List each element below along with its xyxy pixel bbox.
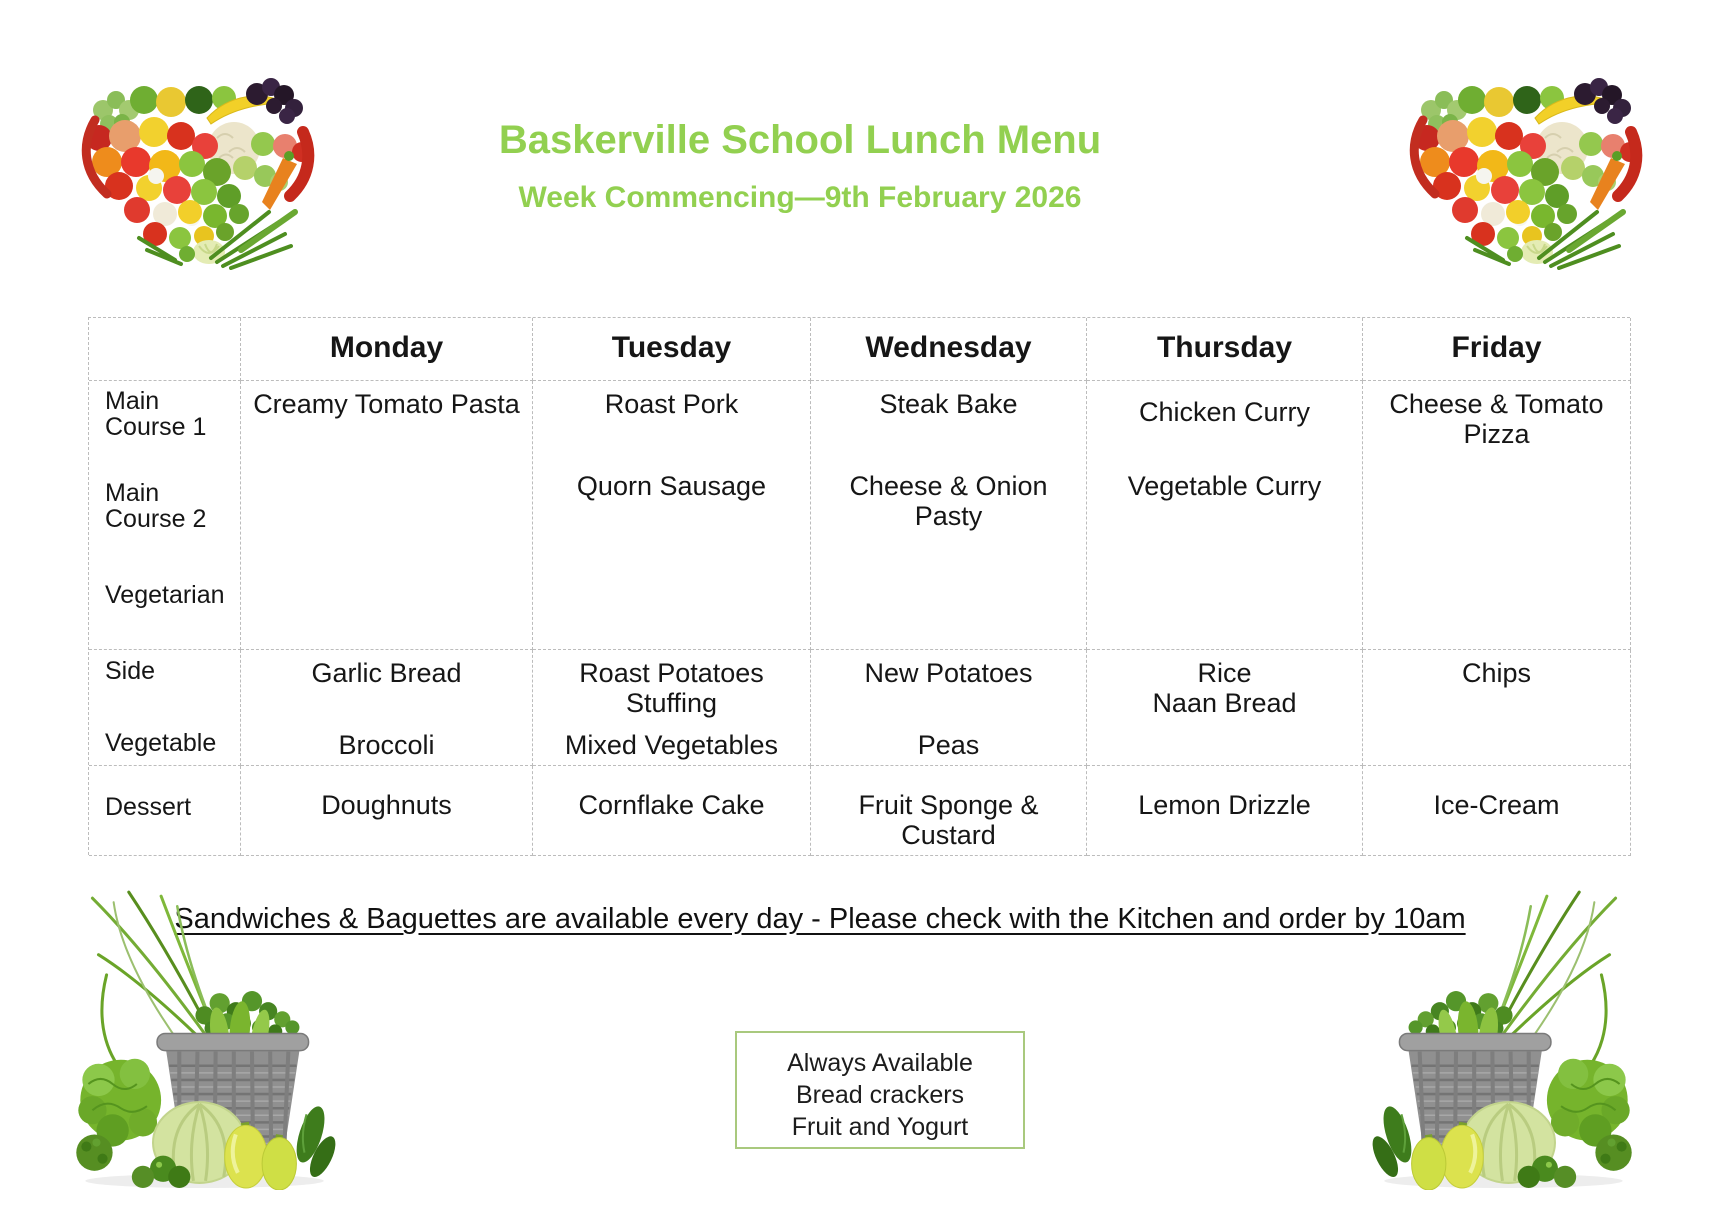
always-available-box <box>735 1031 1025 1149</box>
green-vegetables-image-bottom-right <box>1372 882 1640 1190</box>
label-main-course-1-line1: Main <box>105 387 160 415</box>
tuesday-side-line2: Stuffing <box>625 688 718 718</box>
cell-thursday-dessert <box>1087 766 1363 856</box>
thursday-dessert: Lemon Drizzle <box>1138 790 1311 820</box>
cell-friday-main <box>1363 381 1631 650</box>
day-header-monday: Monday <box>241 318 533 381</box>
label-dessert: Dessert <box>105 793 192 821</box>
fruit-vegetable-heart-image-top-left <box>58 60 330 280</box>
page-title: Baskerville School Lunch Menu <box>498 118 1102 162</box>
cell-wednesday-dessert <box>811 766 1087 856</box>
row-label-side-vegetable <box>89 650 241 766</box>
day-header-friday: Friday <box>1363 318 1631 381</box>
label-vegetarian: Vegetarian <box>105 581 225 609</box>
cell-wednesday-main <box>811 381 1087 650</box>
day-header-tuesday: Tuesday <box>533 318 811 381</box>
wednesday-dessert: Fruit Sponge & Custard <box>858 790 1039 850</box>
friday-dessert: Ice-Cream <box>1433 790 1560 820</box>
always-available-item-bread: Bread crackers <box>795 1081 965 1109</box>
day-header-thursday: Thursday <box>1087 318 1363 381</box>
wednesday-side: New Potatoes <box>864 658 1033 688</box>
friday-side: Chips <box>1461 658 1532 688</box>
row-label-main-courses <box>89 381 241 650</box>
tuesday-main-course-2: Quorn Sausage <box>576 471 767 501</box>
label-side: Side <box>105 657 156 685</box>
fruit-vegetable-heart-image-top-right <box>1386 60 1658 280</box>
row-label-dessert <box>89 766 241 856</box>
label-vegetable: Vegetable <box>105 729 217 757</box>
tuesday-main-course-1: Roast Pork <box>604 389 739 419</box>
friday-main-course-1: Cheese & Tomato Pizza <box>1389 389 1604 449</box>
thursday-main-course-1: Chicken Curry <box>1138 397 1311 427</box>
thursday-side: Rice <box>1197 658 1252 688</box>
wednesday-main-course-2: Cheese & Onion Pasty <box>849 471 1048 531</box>
label-main-course-2-line1: Main <box>105 479 160 507</box>
cell-friday-side <box>1363 650 1631 766</box>
cell-tuesday-side <box>533 650 811 766</box>
sandwich-availability-note: Sandwiches & Baguettes are available every day - Please check with the Kitchen and order by 10am <box>174 903 1466 935</box>
thursday-side-line2: Naan Bread <box>1152 688 1297 718</box>
tuesday-vegetable: Mixed Vegetables <box>564 730 779 760</box>
cell-monday-side <box>241 650 533 766</box>
cell-monday-dessert <box>241 766 533 856</box>
monday-dessert: Doughnuts <box>321 790 452 820</box>
monday-vegetable: Broccoli <box>338 730 435 760</box>
always-available-item-fruit: Fruit and Yogurt <box>791 1113 969 1141</box>
wednesday-vegetable: Peas <box>917 730 980 760</box>
tuesday-dessert: Cornflake Cake <box>578 790 765 820</box>
cell-tuesday-dessert <box>533 766 811 856</box>
cell-wednesday-side <box>811 650 1087 766</box>
label-main-course-2-line2: Course 2 <box>105 505 207 533</box>
always-available-title: Always Available <box>787 1049 973 1077</box>
cell-friday-dessert <box>1363 766 1631 856</box>
table-corner-cell <box>89 318 241 381</box>
weekly-menu-table <box>88 317 1630 855</box>
week-commencing-subtitle: Week Commencing—9th February 2026 <box>518 181 1082 214</box>
cell-thursday-side <box>1087 650 1363 766</box>
cell-thursday-main <box>1087 381 1363 650</box>
wednesday-main-course-1: Steak Bake <box>879 389 1018 419</box>
monday-side: Garlic Bread <box>311 658 462 688</box>
cell-tuesday-main <box>533 381 811 650</box>
label-main-course-1-line2: Course 1 <box>105 413 207 441</box>
monday-main-course-1: Creamy Tomato Pasta <box>253 389 520 419</box>
green-vegetables-image-bottom-left <box>68 882 336 1190</box>
thursday-main-course-2: Vegetable Curry <box>1127 471 1322 501</box>
cell-monday-main <box>241 381 533 650</box>
day-header-wednesday: Wednesday <box>811 318 1087 381</box>
tuesday-side: Roast Potatoes <box>579 658 764 688</box>
